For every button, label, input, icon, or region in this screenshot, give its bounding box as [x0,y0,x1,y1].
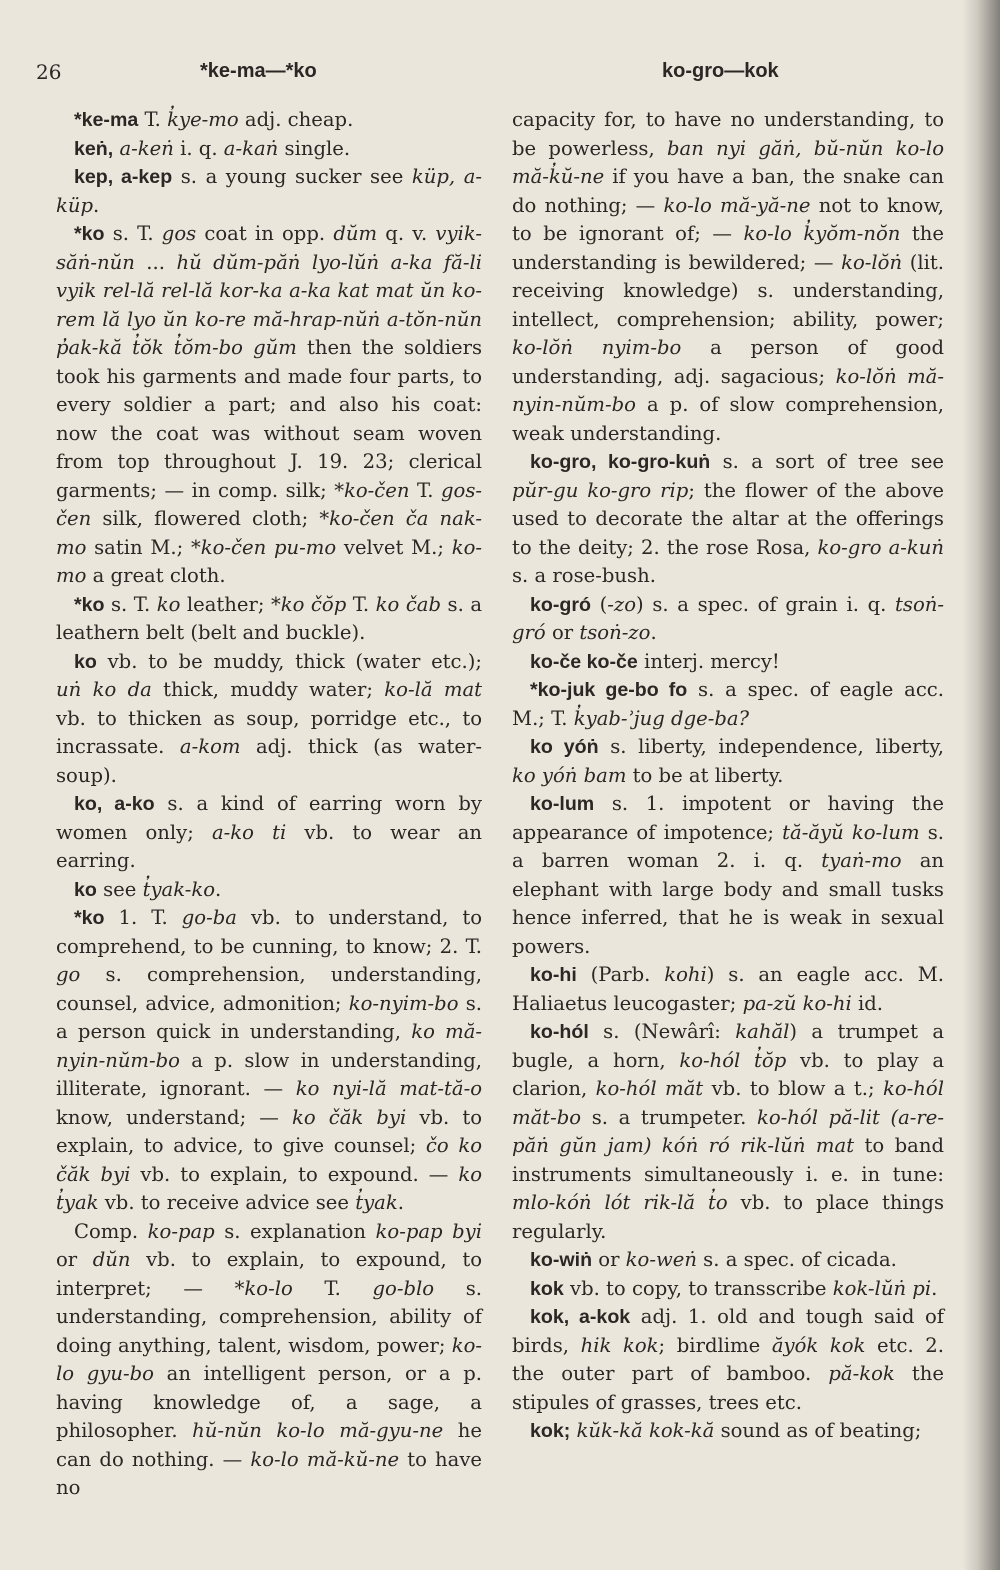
entry-text: or [545,621,580,644]
entry-text: T. [409,478,441,502]
entry-term: go-ba [181,906,237,929]
right-running-head: ko-gro—kok [662,60,779,82]
dictionary-entry [56,876,482,905]
entry-term: kŭk-kă kok-kă [576,1419,715,1442]
entry-term: kok-lŭṅ pi [832,1276,932,1300]
entry-term: a-kaṅ [223,136,279,160]
dictionary-entry [512,591,944,648]
entry-term: gos [161,222,197,245]
entry-headword: kok [530,1277,564,1300]
entry-text: ) s. a spec. of grain i. q. [636,592,896,616]
entry-text: coat in opp. [196,222,334,245]
entry-term: ko-lŏṅ mă-nyin-nŭm-bo [512,364,944,416]
entry-text: vb. to understand, to comprehend, to be cunning, to know; 2. T. [56,906,483,958]
entry-term: ăyók kok [771,1333,866,1357]
entry-term: dŭn [92,1248,131,1271]
entry-text: the stipules of grasses, trees etc. [512,1362,944,1414]
entry-term: ko-lŏṅ [841,250,903,274]
entry-text: a great cloth. [86,564,226,587]
dictionary-entry [512,1018,944,1246]
entry-headword: ko-gro, ko-gro-kuṅ [530,451,711,473]
dictionary-entry [56,163,482,220]
entry-text: s. a young sucker see [172,165,412,188]
dictionary-entry [512,448,944,591]
entry-headword: kep, a-kep [74,166,173,188]
entry-text: leather; [180,592,271,616]
entry-text: vb. to blow a t.; [703,1077,883,1100]
entry-text: s. (Newârî: [588,1020,736,1043]
dictionary-entry [512,1275,944,1304]
entry-term: t̓yak-ko [142,877,216,901]
entry-text: velvet M.; [336,535,452,559]
entry-text: etc. 2. the outer part of bamboo. [512,1333,944,1385]
entry-term: dŭm [333,222,378,245]
entry-text: single. [278,136,351,160]
entry-term: ko-lă mat [384,678,482,701]
entry-term: mlo-kóṅ lót rik-lă t̓o [512,1191,728,1214]
entry-text: s. a kind of earring worn by women only; [56,792,482,844]
entry-text: T. [346,592,376,616]
dictionary-entry [56,220,482,591]
entry-text: id. [851,991,884,1015]
entry-term: a-ko ti [211,820,287,844]
entry-term: ko-pap [147,1219,215,1243]
entry-term: uṅ ko da [56,678,152,701]
entry-term: ko-nyim-bo [348,991,459,1015]
entry-headword: ko, a-ko [74,793,155,815]
entry-text: s. a leathern belt (belt and buckle). [56,592,483,644]
entry-text: a person of good understanding, adj. sagacious; [512,336,944,388]
entry-text: s. T. [104,222,162,245]
entry-term: tă-ăyŭ ko-lum [782,820,920,844]
entry-text: capacity for, to have no understanding, to be powerless, [512,108,944,160]
entry-headword: *ko [74,907,105,929]
right-column [512,106,944,1446]
dictionary-entry [56,904,482,1218]
entry-text: s. a spec. of eagle acc. M.; T. [512,678,944,730]
entry-term: ban nyi găṅ, bŭ-nŭn ko-lo mă-k̓ŭ-ne [512,136,944,188]
entry-text: to be at liberty. [626,763,784,787]
entry-text: Comp. [74,1219,148,1243]
entry-text: . [650,621,657,644]
entry-headword: *ke-ma [74,109,139,131]
entry-text: ( [590,592,608,616]
entry-term: pŭr-gu ko-gro rip [512,478,689,502]
entry-text: vb. to explain, to expound, to interpret; — [56,1248,482,1300]
page-header [36,52,956,92]
entry-term: ko-lo gyu-bo [56,1333,482,1385]
entry-term: ko-pap byi [375,1219,482,1243]
left-column [56,106,482,1503]
entry-headword: *ko [74,593,105,616]
entry-term: ko čăk byi [291,1105,407,1129]
entry-headword: ko-hi [530,964,577,986]
dictionary-entry [512,961,944,1018]
dictionary-entry [56,648,482,791]
entry-text: sound as of beating; [714,1419,922,1442]
entry-text: then the soldiers took his garments and made four parts, to every soldier a part; and also his coat: now the coat was without seam woven from top throughout J. 19. 23; clerical garments; — in comp. silk; [56,336,482,502]
entry-text: 1. T. [104,906,182,929]
entry-text: s. understanding, comprehension, ability of doing anything, talent, wisdom, power; [56,1276,482,1357]
entry-term: ko-hól măt-bo [512,1077,944,1129]
entry-text: ... [134,250,177,274]
entry-term: vyik-săṅ-nŭn [56,222,482,274]
entry-text: adj. 1. old and tough said of birds, [512,1305,944,1357]
dictionary-entry [56,591,482,648]
entry-term: ko yóṅ bam [512,763,627,787]
entry-text: q. v. [377,222,436,245]
entry-text: (lit. receiving knowledge) s. understanding, intellect, comprehension; ability, power; [512,250,944,331]
entry-text: ) s. an eagle acc. M. Haliaetus leucogaster; [512,963,944,1015]
entry-text: (Parb. [576,963,665,986]
entry-term: *ko-čen ča nak-mo [56,507,482,559]
entry-term: ko-lo mă-yă-ne [663,193,811,217]
entry-term: ko-lŏṅ nyim-bo [512,336,682,359]
entry-text: vb. to explain, to expound. — [130,1162,459,1186]
entry-term: ko [156,592,181,616]
entry-term: ko-mo [56,535,482,587]
dictionary-entry [512,648,944,677]
entry-text: vb. to receive advice see [98,1191,356,1214]
entry-term: ko t̓yak [56,1162,483,1214]
entry-term: ko čab [375,592,442,616]
dictionary-entry [512,733,944,790]
entry-term: ko nyi-lă mat-tă-o [295,1077,482,1100]
entry-headword: ko [74,878,97,901]
entry-text: or [592,1248,626,1271]
entry-term: ko-hól t̓ŏp [679,1048,787,1072]
entry-term: ko-gro a-kuṅ [817,535,945,559]
entry-text: vb. to copy, to transscribe [563,1276,833,1300]
entry-headword: ko-hól [530,1021,589,1043]
entry-text: vb. to place things regularly. [512,1191,944,1243]
dictionary-entry [512,1303,944,1417]
entry-text: vb. to thicken as soup, porridge etc., to incrassate. [56,706,482,758]
entry-text: a p. of slow comprehension, weak understanding. [512,393,944,445]
entry-term: ko-hól pă-lit (a-re-păṅ gŭn jam) kóṅ ró rik-lŭṅ mat [512,1105,944,1157]
entry-text: s. 1. impotent or having the appearance of impotence; [512,792,944,844]
entry-text: to band instruments simultaneously i. e. in tune: [512,1134,944,1186]
entry-term: ko-weṅ [625,1248,697,1271]
entry-headword: *ko-juk ge-bo fo [530,679,688,701]
entry-headword: kok, a-kok [530,1306,631,1328]
entry-text: . [215,877,222,901]
dictionary-entry [512,676,944,733]
entry-text: adj. thick (as water-soup). [56,735,482,787]
book-spine-shadow [962,0,1000,1570]
entry-term: a-keṅ [119,136,174,160]
entry-headword: keṅ, [74,137,114,160]
entry-text: an intelligent person, or a p. having knowledge of, a sage, a philosopher. [56,1362,483,1442]
entry-term: ko-lo k̓yŏm-nŏn [743,222,901,245]
entry-term: k̓ye-mo [167,108,239,131]
entry-term: ko-hól măt [595,1077,704,1100]
entry-term: *ko čŏp [270,592,347,616]
entry-text: . [931,1276,938,1300]
entry-term: *ko-čen [334,478,410,502]
entry-text: to have no [56,1447,483,1499]
entry-text: s. comprehension, understanding, counsel, advice, admonition; [56,963,482,1015]
dictionary-entry [56,790,482,876]
entry-text: if you have a ban, the snake can do nothing; — [512,165,944,217]
entry-text: s. a trumpeter. [581,1105,758,1129]
entry-term: hŭ dŭm-păṅ lyo-lŭṅ a-ka fă-li vyik rel-lă rel-lă kor-ka a-ka kat mat ŭn ko-rem lă lyo ŭn ko-re mă-hrap-nŭṅ a-tŏn-nŭn p̓ak-kă t̓ŏk t̓ŏm-bo gŭm [56,250,482,359]
entry-headword: ko-lum [530,793,595,815]
entry-term: *ko-čen pu-mo [190,535,337,559]
dictionary-entry [56,135,482,164]
entry-text: adj. cheap. [238,108,354,131]
entry-headword: ko-gró [530,593,591,616]
page-number: 26 [36,60,62,84]
entry-text: s. a sort of tree see [710,450,945,473]
entry-text: s. T. [104,592,157,616]
entry-text: vb. to play a clarion, [512,1048,945,1100]
left-running-head: *ke-ma—*ko [200,60,317,82]
entry-term: küp, a-küp [56,165,482,217]
entry-term: hik kok [580,1333,659,1357]
entry-text: interj. mercy! [637,649,780,673]
entry-term: tsoṅ-zo [579,621,651,644]
entry-term: kahăl [735,1020,790,1043]
entry-text: vb. to explain, to advice, to give counsel; [56,1105,482,1157]
entry-text: a p. slow in understanding, illiterate, ignorant. — [56,1048,482,1100]
entry-term: gos-čen [56,478,482,530]
entry-headword: ko [74,650,97,673]
entry-term: -zo [607,592,637,616]
entry-text: T. [292,1276,373,1300]
entry-text: s. a rose-bush. [512,564,656,587]
entry-headword: kok; [530,1420,571,1442]
entry-term: hŭ-nŭn ko-lo mă-gyu-ne [192,1419,444,1442]
entry-headword: ko-wiṅ [530,1249,593,1271]
dictionary-entry [512,106,944,448]
entry-term: ko-lo mă-kŭ-ne [250,1447,400,1471]
entry-headword: ko yóṅ [530,736,599,758]
entry-term: go [56,963,81,986]
entry-text: an elephant with large body and small tusks hence inferred, that he is weak in sexual powers. [512,849,945,958]
dictionary-entry [512,1246,944,1275]
entry-term: kohi [664,963,707,986]
entry-term: k̓yab-ʾjug dge-ba? [573,706,750,730]
entry-text: s. a person quick in understanding, [56,991,483,1043]
entry-text: s. a barren woman 2. i. q. [512,820,945,872]
entry-term: pă-kok [828,1362,895,1385]
entry-text: see [96,877,143,901]
entry-term: pa-zŭ ko-hi [742,991,852,1015]
entry-text: know, understand; — [56,1105,292,1129]
entry-text: i. q. [173,136,224,160]
dictionary-entry [56,106,482,135]
entry-text: ; the flower of the above used to decorate the altar at the offerings to the deity; 2. the rose Rosa, [512,478,944,559]
entry-text: vb. to be muddy, thick (water etc.); [96,649,482,673]
entry-text: . [93,193,100,217]
entry-text: . [397,1191,404,1214]
dictionary-entry [512,790,944,961]
entry-headword: ko-če ko-če [530,650,638,673]
entry-term: tyaṅ-mo [821,849,902,872]
entry-text: silk, flowered cloth; [91,507,320,530]
entry-text: s. explanation [214,1219,376,1243]
entry-text: not to know, to be ignorant of; — [512,193,945,245]
entry-text: he can do nothing. — [56,1419,482,1471]
entry-term: čo ko čăk byi [56,1134,483,1186]
entry-text: T. [138,108,168,131]
entry-text: the understanding is bewildered; — [512,222,944,274]
entry-headword: *ko [74,223,105,245]
entry-term: go-blo [372,1276,435,1300]
entry-text: satin M.; [86,535,191,559]
entry-text: ; birdlime [658,1333,772,1357]
entry-term: t̓yak [355,1191,398,1214]
entry-term: ko mă-nyin-nŭm-bo [56,1020,482,1072]
entry-text: vb. to wear an earring. [56,820,482,872]
dictionary-entry [512,1417,944,1446]
entry-term: a-kom [179,735,241,758]
entry-term: tsoṅ-gró [512,592,945,644]
entry-text: ) a trumpet a bugle, a horn, [512,1020,944,1072]
entry-text: thick, muddy water; [151,678,385,701]
dictionary-entry [56,1218,482,1503]
entry-text: s. a spec. of cicada. [696,1248,897,1271]
entry-text: s. liberty, independence, liberty, [598,735,944,758]
entry-term: *ko-lo [234,1276,293,1300]
entry-text: or [56,1248,93,1271]
